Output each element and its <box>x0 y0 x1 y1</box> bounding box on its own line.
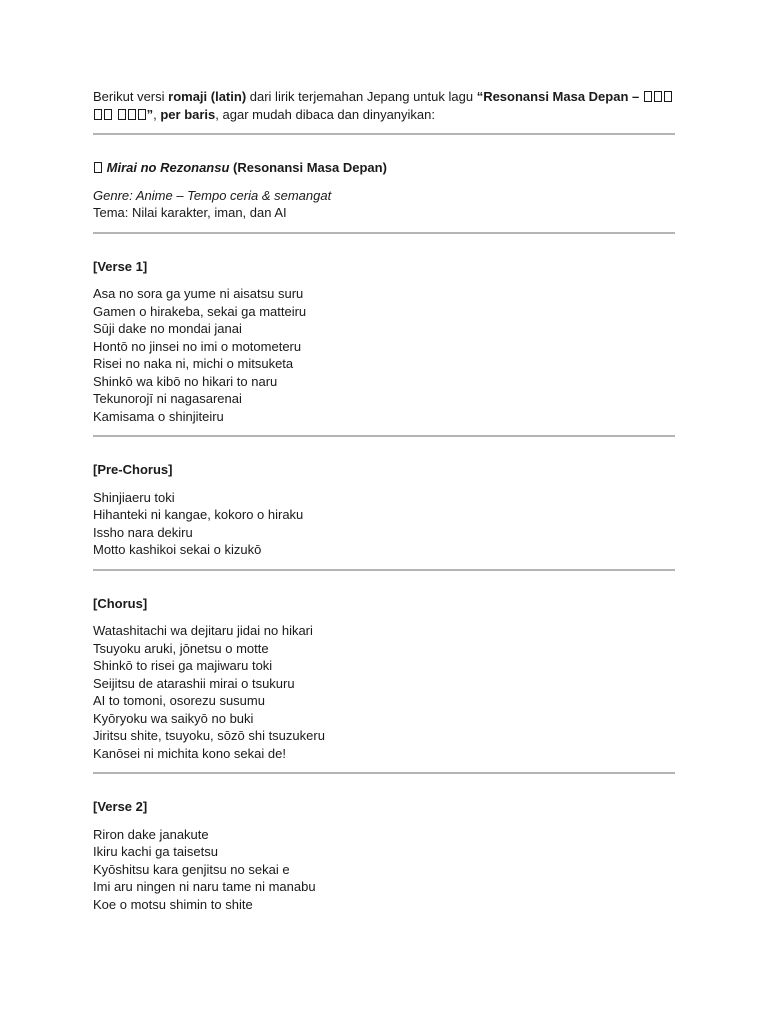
lyric-line: Risei no naka ni, michi o mitsuketa <box>93 356 294 371</box>
song-title-translation: (Resonansi Masa Depan) <box>229 160 387 175</box>
lyrics-block <box>93 826 675 914</box>
lyric-line: Kanōsei ni michita kono sekai de! <box>93 745 286 761</box>
lyric-line: Shinjiaeru toki <box>93 489 175 505</box>
lyric-line: Asa no sora ga yume ni aisatsu suru <box>93 286 304 301</box>
lyric-line: Sūji dake no mondai janai <box>93 321 242 336</box>
divider <box>93 569 675 571</box>
divider <box>93 772 675 774</box>
song-title-romaji: Mirai no Rezonansu <box>106 160 230 175</box>
intro-middle: dari lirik terjemahan Jepang untuk lagu <box>246 89 477 104</box>
missing-glyph-icon <box>654 91 662 102</box>
song-title-text: “Resonansi Masa Depan – <box>476 89 643 104</box>
section-verse-1 <box>93 258 675 426</box>
missing-glyph-icon <box>118 109 126 120</box>
song-title <box>93 159 675 177</box>
lyric-line: Hontō no jinsei no imi o motometeru <box>93 338 302 354</box>
document-content <box>93 88 675 913</box>
intro-paragraph <box>93 88 675 123</box>
lyric-line: Imi aru ningen ni naru tame ni manabu <box>93 879 316 894</box>
song-theme: Tema: Nilai karakter, iman, dan AI <box>93 205 287 220</box>
lyric-line: Tekunorojī ni nagasarenai <box>93 391 242 406</box>
intro-romaji: romaji (latin) <box>168 89 247 104</box>
section-heading: [Pre-Chorus] <box>93 462 173 477</box>
song-meta <box>93 187 675 222</box>
music-note-icon <box>94 162 102 173</box>
lyric-line: Shinkō to risei ga majiwaru toki <box>93 658 273 673</box>
lyrics-block <box>93 285 675 425</box>
song-title-close-quote: ” <box>146 106 154 122</box>
lyric-line: Kamisama o shinjiteiru <box>93 408 224 424</box>
lyric-line: Kyōryoku wa saikyō no buki <box>93 710 254 726</box>
lyric-line: Seijitsu de atarashii mirai o tsukuru <box>93 675 295 691</box>
lyric-line: Ikiru kachi ga taisetsu <box>93 844 219 859</box>
lyric-line: AI to tomoni, osorezu susumu <box>93 693 265 708</box>
lyrics-block <box>93 622 675 762</box>
lyric-line: Kyōshitsu kara genjitsu no sekai e <box>93 861 290 877</box>
missing-glyph-icon <box>664 91 672 102</box>
section-heading: [Verse 2] <box>93 799 148 814</box>
section-heading: [Chorus] <box>93 595 148 611</box>
divider <box>93 232 675 234</box>
section-heading: [Verse 1] <box>93 258 148 274</box>
section-verse-2 <box>93 798 675 913</box>
song-genre: Genre: Anime – Tempo ceria & semangat <box>93 187 332 203</box>
song-info <box>93 159 675 222</box>
intro-per-baris: per baris <box>160 106 216 122</box>
lyric-line: Gamen o hirakeba, sekai ga matteiru <box>93 303 307 319</box>
intro-prefix: Berikut versi <box>93 89 169 104</box>
divider <box>93 435 675 437</box>
lyric-line: Issho nara dekiru <box>93 524 193 540</box>
lyric-line: Watashitachi wa dejitaru jidai no hikari <box>93 623 313 638</box>
missing-glyph-icon <box>94 109 102 120</box>
lyric-line: Koe o motsu shimin to shite <box>93 896 253 912</box>
missing-glyph-icon <box>104 109 112 120</box>
divider <box>93 133 675 135</box>
intro-suffix: , agar mudah dibaca dan dinyanyikan: <box>215 106 435 122</box>
lyric-line: Hihanteki ni kangae, kokoro o hiraku <box>93 507 304 522</box>
lyric-line: Shinkō wa kibō no hikari to naru <box>93 373 278 389</box>
lyric-line: Jiritsu shite, tsuyoku, sōzō shi tsuzukeru <box>93 728 325 743</box>
missing-glyph-icon <box>138 109 146 120</box>
section-pre-chorus <box>93 461 675 559</box>
intro-comma: , <box>153 106 161 122</box>
lyric-line: Riron dake janakute <box>93 826 209 842</box>
missing-glyph-icon <box>128 109 136 120</box>
lyric-line: Motto kashikoi sekai o kizukō <box>93 542 262 557</box>
lyrics-block <box>93 489 675 559</box>
section-chorus <box>93 595 675 763</box>
lyric-line: Tsuyoku aruki, jōnetsu o motte <box>93 640 269 656</box>
missing-glyph-icon <box>644 91 652 102</box>
